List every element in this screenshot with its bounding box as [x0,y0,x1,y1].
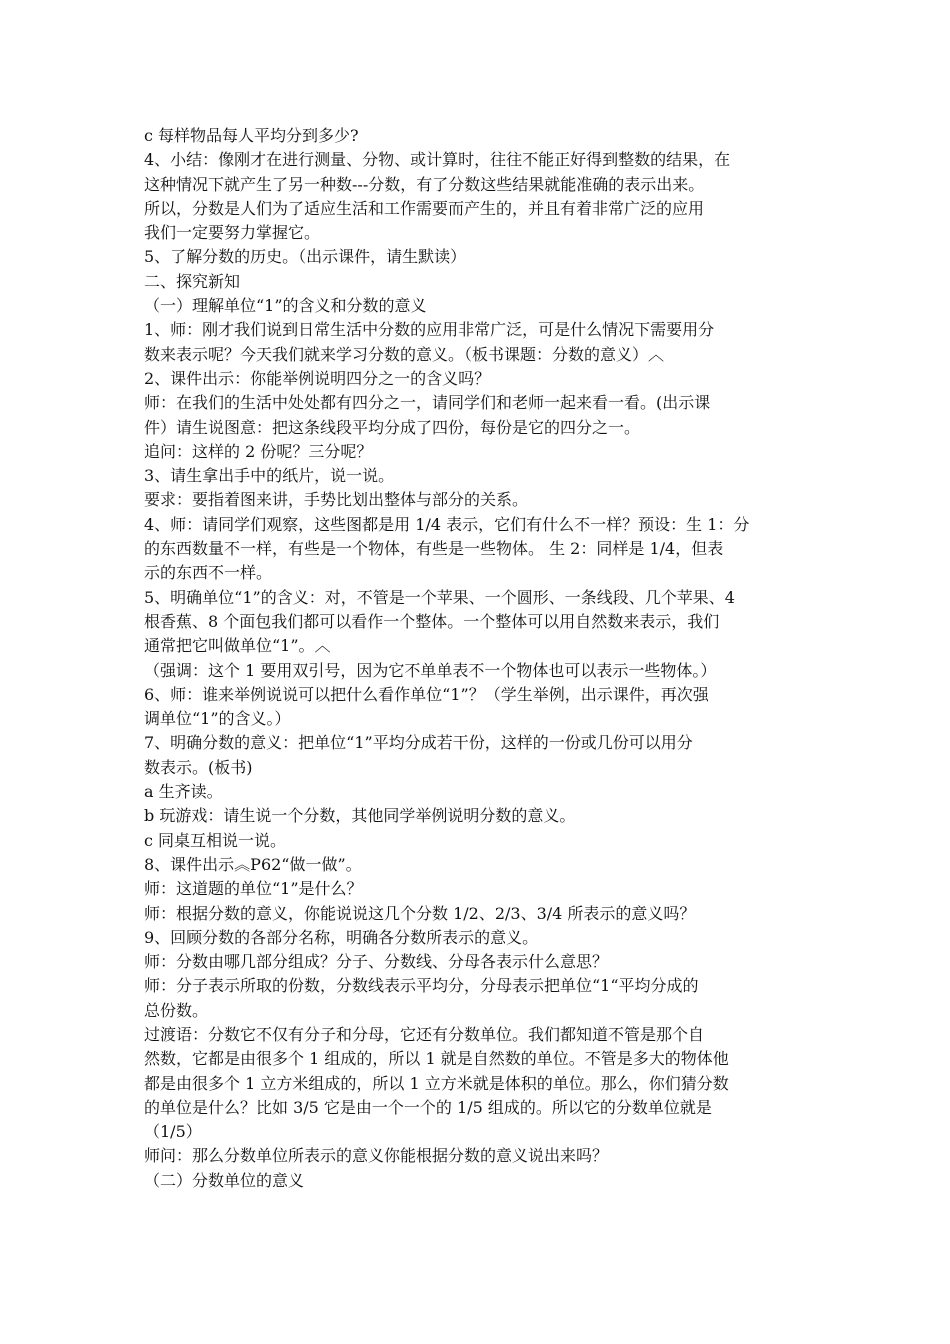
text-line: a 生齐读。 [144,782,223,802]
subsection-heading: （二）分数单位的意义 [144,1170,305,1190]
text-line: c 同桌互相说一说。 [144,830,287,850]
text-line: 件）请生说图意：把这条线段平均分成了四份，每份是它的四分之一。 [144,417,641,437]
text-line: 4、师：请同学们观察，这些图都是用 1/4 表示，它们有什么不一样？预设：生 1：分 [144,514,750,534]
text-line: 2、课件出示：你能举例说明四分之一的含义吗？ [144,368,491,388]
text-line: 过渡语：分数它不仅有分子和分母，它还有分数单位。我们都知道不管是那个自 [144,1024,705,1044]
text-line: c 每样物品每人平均分到多少? [144,126,359,145]
text-line: （强调：这个 1 要用双引号，因为它不单单表不一个物体也可以表示一些物体。） [144,660,717,680]
section-heading: 二、探究新知 [144,271,241,291]
text-line: 我们一定要努力掌握它。 [144,223,321,243]
text-line: 6、师：谁来举例说说可以把什么看作单位“1”？（学生举例，出示课件，再次强 [144,684,709,704]
text-line: 所以，分数是人们为了适应生活和工作需要而产生的，并且有着非常广泛的应用 [144,198,705,218]
text-line: 师：在我们的生活中处处都有四分之一，请同学们和老师一起来看一看。(出示课 [144,393,711,413]
text-line: 5、明确单位“1”的含义：对，不管是一个苹果、一个圆形、一条线段、几个苹果、4 [144,587,735,607]
subsection-heading: （一）理解单位“1”的含义和分数的意义 [144,296,427,316]
text-line: 5、了解分数的历史。（出示课件，请生默读） [144,247,467,267]
text-line: 总份数。 [144,1000,209,1020]
text-line: 示的东西不一样。 [144,563,273,583]
text-line: 7、明确分数的意义：把单位“1”平均分成若干份，这样的一份或几份可以用分 [144,733,693,753]
text-line: 师：分子表示所取的份数，分数线表示平均分，分母表示把单位“1“平均分成的 [144,976,699,996]
text-line: 1、师：刚才我们说到日常生活中分数的应用非常广泛，可是什么情况下需要用分 [144,320,715,340]
text-line: 师：分数由哪几部分组成？分子、分数线、分母各表示什么意思？ [144,952,609,972]
text-line: 数来表示呢？今天我们就来学习分数的意义。（板书课题：分数的意义）︿ [144,344,665,364]
text-line: 调单位“1”的含义。） [144,709,291,729]
text-line: b 玩游戏：请生说一个分数，其他同学举例说明分数的意义。 [144,806,576,826]
text-line: 的单位是什么？比如 3/5 它是由一个一个的 1/5 组成的。所以它的分数单位就是 [144,1097,712,1117]
text-line: 4、小结：像刚才在进行测量、分物、或计算时，往往不能正好得到整数的结果，在 [144,150,731,170]
text-line: 的东西数量不一样，有些是一个物体，有些是一些物体。 生 2：同样是 1/4，但表 [144,539,724,559]
text-line: 师：根据分数的意义，你能说说这几个分数 1/2、2/3、3/4 所表示的意义吗？ [144,903,696,923]
text-line: 9、回顾分数的各部分名称，明确各分数所表示的意义。 [144,927,539,947]
text-line: 根香蕉、8 个面包我们都可以看作一个整体。一个整体可以用自然数来表示，我们 [144,611,720,631]
text-line: 追问：这样的 2 份呢？三分呢？ [144,441,373,461]
text-line: 师问：那么分数单位所表示的意义你能根据分数的意义说出来吗？ [144,1146,609,1166]
document-body [144,124,814,1193]
text-line: 数表示。(板书) [144,757,253,777]
text-line: 3、请生拿出手中的纸片，说一说。 [144,466,395,486]
text-line: 都是由很多个 1 立方米组成的，所以 1 立方米就是体积的单位。那么，你们猜分数 [144,1073,729,1093]
text-line: 要求：要指着图来讲，手势比划出整体与部分的关系。 [144,490,529,510]
text-line: 然数，它都是由很多个 1 组成的，所以 1 就是自然数的单位。不管是多大的物体他 [144,1049,729,1069]
text-line: 通常把它叫做单位“1”。︿ [144,636,331,656]
text-line: 8、课件出示︽P62“做一做”。 [144,854,362,874]
text-line: 这种情况下就产生了另一种数---分数，有了分数这些结果就能准确的表示出来。 [144,174,705,194]
text-line: 师：这道题的单位“1”是什么？ [144,879,363,899]
text-line: （1/5） [144,1122,202,1142]
